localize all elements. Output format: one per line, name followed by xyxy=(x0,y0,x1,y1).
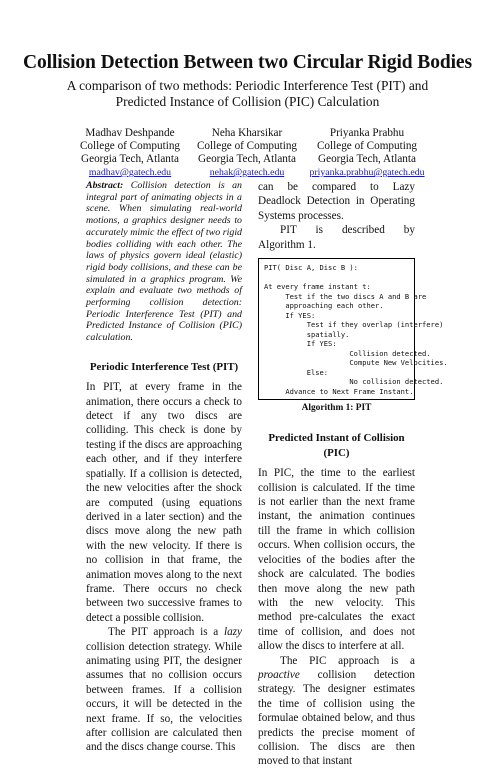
author-email-link[interactable]: madhav@gatech.edu xyxy=(88,167,172,178)
pit-paragraph-continued: can be compared to Lazy Deadlock Detection in Operating Systems processes. xyxy=(258,181,415,222)
abstract xyxy=(86,180,242,344)
section-heading-pic: Predicted Instant of Collision (PIC) xyxy=(268,432,405,459)
text-run: The PIT approach is a xyxy=(108,626,224,639)
emphasis: lazy xyxy=(223,626,242,639)
section-heading-pit: Periodic Interference Test (PIT) xyxy=(89,360,239,373)
emphasis: proactive xyxy=(258,668,300,681)
text-run: The PIC approach is a xyxy=(280,654,415,667)
pit-algorithm-reference: PIT is described by Algorithm 1. xyxy=(258,224,415,251)
author-affiliation: College of Computing xyxy=(79,140,181,152)
author-affiliation: College of Computing xyxy=(196,140,298,152)
author-name: Madhav Deshpande xyxy=(85,127,175,139)
author-email-link[interactable]: priyanka.prabhu@gatech.edu xyxy=(309,167,425,178)
author-location: Georgia Tech, Atlanta xyxy=(81,153,179,165)
author-email-link[interactable]: nehak@gatech.edu xyxy=(209,167,285,178)
author-block-3 xyxy=(292,127,442,179)
pic-paragraph-1: In PIC, the time to the earliest collision is calculated. If the time is not earlier than the next frame instant, the animation continues till the frame in which collision occurs. When collision occurs, the velocities of the bodies after the shock are calculated. The bodies then move along the new path with the new velocity. This method pre-calculates the exact time of collision, and does not allow the discs to interfere at all. xyxy=(258,467,415,653)
paper-title: Collision Detection Between two Circular Rigid Bodies xyxy=(23,52,472,73)
abstract-label: Abstract: xyxy=(86,180,124,191)
text-run: collision detection strategy. The designer estimates the time of collision using the formulae obtained below, and thus predicts the precise moment of collision. The discs are then moved to that instant xyxy=(258,668,415,768)
pit-paragraph-1: In PIT, at every frame in the animation, there occurs a check to detect if any two discs are colliding. This check is done by testing if the discs are approaching each other, and if they interfere spatially. If a collision is detected, the new velocities after the shock are computed (using equations derived in a later section) and the discs move along the new path with the new velocity. If there is no collision in that frame, the animation moves along to the next frame. There occurs no check between two successive frames to detect a possible collision. xyxy=(86,381,242,624)
left-column xyxy=(86,180,242,755)
author-name: Priyanka Prabhu xyxy=(329,127,405,139)
author-name: Neha Kharsikar xyxy=(211,127,283,139)
author-affiliation: College of Computing xyxy=(316,140,418,152)
pic-paragraph-2 xyxy=(258,654,415,769)
paper-subtitle: A comparison of two methods: Periodic Interference Test (PIT) and Predicted Instance of Collision (PIC) Calculation xyxy=(66,78,429,109)
algorithm-box: PIT( Disc A, Disc B ): At every frame instant t: Test if the two discs A and B are approaching each other. If YES: Test if they overlap (interfere) spatially. If YES: Collision detected. Compute New Velocities. Else: No collision detected. Advance to Next Frame Instant. xyxy=(258,258,415,400)
algorithm-caption: Algorithm 1: PIT xyxy=(301,403,372,414)
pit-paragraph-2 xyxy=(86,625,242,755)
abstract-text: Collision detection is an integral part of animating objects in a scene. When simulating real-world motions, a graphics designer needs to accurately mimic the effect of two rigid bodies colliding with each other. The laws of physics govern ideal (elastic) rigid body collisions, and these can be simulated in a graphics program. We explain and evaluate two methods of performing collision detection: Periodic Interference Test (PIT) and Predicted Instance of Collision (PIC) calculation. xyxy=(86,180,242,344)
author-location: Georgia Tech, Atlanta xyxy=(318,153,416,165)
right-column xyxy=(258,180,448,769)
text-run: collision detection strategy. While animating using PIT, the designer assumes that no collision occurs between frames. If a collision occurs, it will be detected in the next frame. If so, the velocities after collision are calculated then and the discs change course. This xyxy=(86,640,242,754)
author-location: Georgia Tech, Atlanta xyxy=(198,153,296,165)
